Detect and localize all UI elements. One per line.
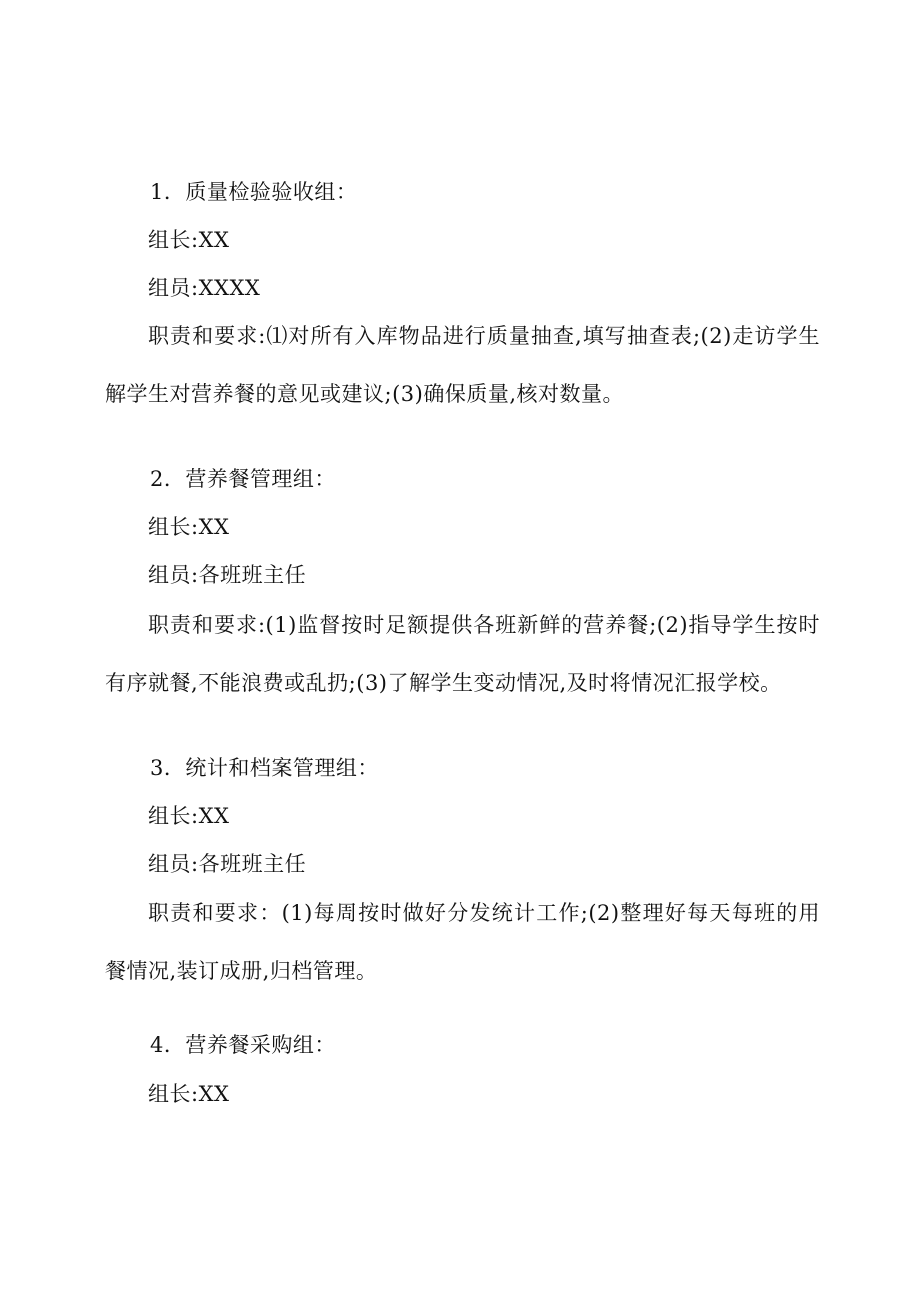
section-2-heading: 2．营养餐管理组： [150, 467, 336, 491]
section-3-heading: 3．统计和档案管理组： [150, 756, 379, 780]
section-2-duties: 职责和要求:(1)监督按时足额提供各班新鲜的营养餐;(2)指导学生按时有序就餐,不能浪费或乱扔;(3)了解学生变动情况,及时将情况汇报学校。 [105, 613, 820, 695]
section-4-leader: 组长:XX [148, 1082, 230, 1106]
section-1-leader: 组长:XX [148, 228, 230, 252]
section-2-leader: 组长:XX [148, 515, 230, 539]
section-3-leader: 组长:XX [148, 804, 230, 828]
section-3-members: 组员:各班班主任 [148, 852, 307, 876]
section-1-members: 组员:XXXX [148, 276, 261, 300]
section-3-duties: 职责和要求：(1)每周按时做好分发统计工作;(2)整理好每天每班的用餐情况,装订成册,归档管理。 [105, 901, 820, 983]
section-1-duties: 职责和要求:⑴对所有入库物品进行质量抽查,填写抽查表;(2)走访学生解学生对营养餐的意见或建议;(3)确保质量,核对数量。 [105, 324, 820, 406]
section-4-heading: 4．营养餐采购组： [150, 1033, 336, 1057]
section-1-heading: 1．质量检验验收组： [150, 180, 358, 204]
section-2-members: 组员:各班班主任 [148, 563, 307, 587]
